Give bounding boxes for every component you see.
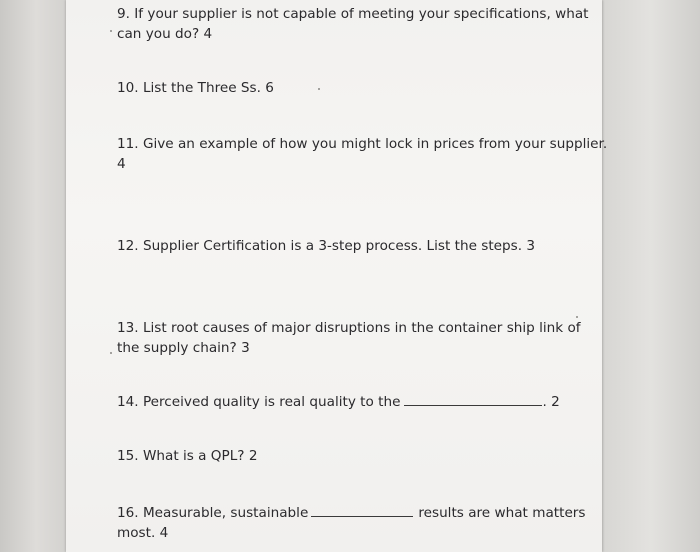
question-10 [117, 78, 274, 98]
question-11-line1: 11. Give an example of how you might lock in prices from your supplier. [117, 136, 608, 152]
question-10-line1: 10. List the Three Ss. 6 [117, 80, 274, 96]
question-11-line2: 4 [117, 156, 126, 172]
pen-mark [110, 30, 112, 32]
fill-in-blank [404, 405, 542, 406]
question-14-points: . 2 [542, 394, 560, 410]
question-9-line1: 9. If your supplier is not capable of meeting your specifications, what [117, 6, 589, 22]
background-left [0, 0, 66, 552]
question-14-text: 14. Perceived quality is real quality to the [117, 394, 401, 410]
question-15 [117, 446, 257, 466]
pen-mark [318, 88, 320, 90]
pen-mark [110, 352, 112, 354]
question-16-line2: most. 4 [117, 525, 169, 541]
question-12-line1: 12. Supplier Certification is a 3-step process. List the steps. 3 [117, 238, 536, 254]
question-16-text-after: results are what matters [418, 505, 586, 521]
question-15-line1: 15. What is a QPL? 2 [117, 448, 258, 464]
question-9 [117, 4, 589, 44]
background-right [602, 0, 700, 552]
question-16-text: 16. Measurable, sustainable [117, 505, 309, 521]
question-13-line2: the supply chain? 3 [117, 340, 250, 356]
question-9-line2: can you do? 4 [117, 26, 213, 42]
question-12 [117, 236, 535, 256]
question-13-line1: 13. List root causes of major disruptions in the container ship link of [117, 320, 581, 336]
fill-in-blank [311, 516, 413, 517]
question-14 [117, 392, 560, 412]
question-13 [117, 318, 581, 358]
question-11 [117, 134, 607, 174]
question-16 [117, 503, 585, 543]
